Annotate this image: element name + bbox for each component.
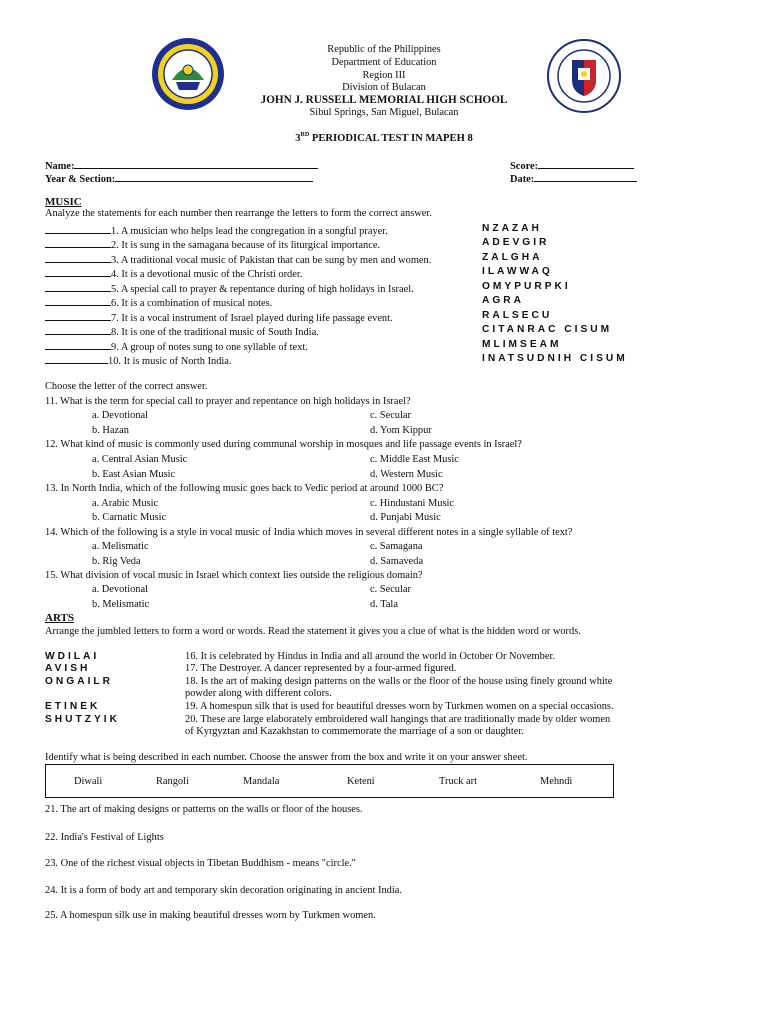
mc-choice-12c[interactable]: c. Middle East Music: [370, 454, 459, 465]
mc-choice-15b[interactable]: b. Melismatic: [92, 599, 150, 610]
music-jumble-2: ADEVGIR: [482, 237, 550, 248]
choices-box: [45, 764, 614, 798]
arts-jumble-20: SHUTZYIK: [45, 714, 120, 725]
arts-item-20-cont: of Kyrgyztan and Kazakhstan to commemorate the marriage of a son or daughter.: [185, 726, 524, 737]
music-jumble-4: ILAWWAQ: [482, 266, 553, 277]
arts-instruction: Arrange the jumbled letters to form a word or words. Read the statement it gives you a clue of what is the hidden word or words.: [45, 626, 581, 637]
name-label: Name:: [45, 161, 75, 172]
mc-choice-12a[interactable]: a. Central Asian Music: [92, 454, 188, 465]
music-jumble-5: OMYPURPKI: [482, 281, 571, 292]
identify-question-21: 21. The art of making designs or patterns on the walls or floor of the houses.: [45, 804, 363, 815]
music-jumble-9: MLIMSEAM: [482, 339, 562, 350]
school-name: JOHN J. RUSSELL MEMORIAL HIGH SCHOOL: [260, 94, 508, 106]
test-title-text: PERIODICAL TEST IN MAPEH 8: [309, 133, 473, 144]
music-item-10[interactable]: 10. It is music of North India.: [45, 353, 232, 368]
header-line-4: Division of Bulacan: [342, 82, 426, 93]
choice-keteni: Keteni: [347, 776, 375, 787]
mc-choice-11b[interactable]: b. Hazan: [92, 425, 129, 436]
mc-choice-14c[interactable]: c. Samagana: [370, 541, 423, 552]
test-title: [0, 133, 768, 145]
arts-item-16: 16. It is celebrated by Hindus in India and all around the world in October Or November.: [185, 651, 555, 662]
arts-heading: ARTS: [45, 612, 74, 624]
test-ordinal: 3: [295, 133, 301, 144]
music-jumble-8: CITANRAC CISUM: [482, 324, 613, 335]
music-item-3[interactable]: 3. A traditional vocal music of Pakistan that can be sung by men and women.: [45, 252, 431, 267]
music-jumble-3: ZALGHA: [482, 252, 543, 263]
mc-choice-11c[interactable]: c. Secular: [370, 410, 411, 421]
mc-choice-13a[interactable]: a. Arabic Music: [92, 498, 159, 509]
date-field[interactable]: [510, 171, 637, 186]
choice-diwali: Diwali: [74, 776, 103, 787]
arts-jumble-19: ETINEK: [45, 701, 101, 712]
mc-question-12: 12. What kind of music is commonly used during communal worship in mosques and life passage events in Israel?: [45, 439, 522, 450]
identify-question-25: 25. A homespun silk use in making beautiful dresses worn by Turkmen women.: [45, 910, 376, 921]
arts-item-20: 20. These are large elaborately embroidered wall hangings that are traditionally made by older women: [185, 714, 611, 725]
mc-instruction: Choose the letter of the correct answer.: [45, 381, 208, 392]
music-heading: MUSIC: [45, 196, 82, 208]
arts-item-17: 17. The Destroyer. A dancer represented by a four-armed figured.: [185, 663, 457, 674]
mc-choice-13c[interactable]: c. Hindustani Music: [370, 498, 454, 509]
mc-question-14: 14. Which of the following is a style in vocal music of India which moves in several different notes in a single syllable of text?: [45, 527, 573, 538]
music-instruction: Analyze the statements for each number then rearrange the letters to form the correct answer.: [45, 208, 432, 219]
music-item-4[interactable]: 4. It is a devotional music of the Christi order.: [45, 266, 302, 281]
identify-question-22: 22. India's Festival of Lights: [45, 832, 164, 843]
music-jumble-7: RALSECU: [482, 310, 553, 321]
mc-choice-14d[interactable]: d. Samaveda: [370, 556, 424, 567]
mc-question-13: 13. In North India, which of the following music goes back to Vedic period at around 1000 BC?: [45, 483, 444, 494]
mc-choice-15a[interactable]: a. Devotional: [92, 584, 148, 595]
identify-instruction: Identify what is being described in each number. Choose the answer from the box and write it on your answer sheet.: [45, 752, 528, 763]
identify-question-24: 24. It is a form of body art and temporary skin decoration originating in ancient India.: [45, 885, 402, 896]
mc-question-15: 15. What division of vocal music in Israel which context lies outside the religious domain?: [45, 570, 423, 581]
date-label: Date:: [510, 174, 535, 185]
mc-question-11: 11. What is the term for special call to prayer and repentance on high holidays in Israel?: [45, 396, 411, 407]
mc-choice-14a[interactable]: a. Melismatic: [92, 541, 149, 552]
music-jumble-10: INATSUDNIH CISUM: [482, 353, 628, 364]
choice-mehndi: Mehndi: [540, 776, 573, 787]
music-item-9[interactable]: 9. A group of notes sung to one syllable of text.: [45, 339, 308, 354]
header-line-1: Republic of the Philippines: [327, 44, 441, 55]
music-item-2[interactable]: 2. It is sung in the samagana because of its liturgical importance.: [45, 237, 380, 252]
header-line-3: Region III: [362, 70, 406, 81]
school-address: Sibul Springs, San Miguel, Bulacan: [309, 107, 459, 118]
mc-choice-12b[interactable]: b. East Asian Music: [92, 469, 176, 480]
music-item-1[interactable]: 1. A musician who helps lead the congregation in a songful prayer.: [45, 223, 388, 238]
identify-question-23: 23. One of the richest visual objects in Tibetan Buddhism - means "circle.": [45, 858, 356, 869]
music-item-5[interactable]: 5. A special call to prayer & repentance during of high holidays in Israel.: [45, 281, 414, 296]
mc-choice-14b[interactable]: b. Rig Veda: [92, 556, 141, 567]
year-section-label: Year & Section:: [45, 174, 116, 185]
score-label: Score:: [510, 161, 539, 172]
mc-choice-13d[interactable]: d. Punjabi Music: [370, 512, 441, 523]
mc-choice-11a[interactable]: a. Devotional: [92, 410, 148, 421]
choice-rangoli: Rangoli: [156, 776, 189, 787]
mc-choice-12d[interactable]: d. Western Music: [370, 469, 443, 480]
mc-choice-15d[interactable]: d. Tala: [370, 599, 398, 610]
arts-jumble-18: ONGAILR: [45, 676, 113, 687]
music-item-8[interactable]: 8. It is one of the traditional music of South India.: [45, 324, 319, 339]
arts-item-19: 19. A homespun silk that is used for beautiful dresses worn by Turkmen women on a special occasions.: [185, 701, 614, 712]
music-item-7[interactable]: 7. It is a vocal instrument of Israel played during life passage event.: [45, 310, 393, 325]
choice-truck-art: Truck art: [439, 776, 478, 787]
arts-jumble-17: AVISH: [45, 663, 91, 674]
arts-item-18-cont: powder along with different colors.: [185, 688, 332, 699]
header-line-2: Department of Education: [331, 57, 437, 68]
music-jumble-6: AGRA: [482, 295, 524, 306]
choice-mandala: Mandala: [243, 776, 280, 787]
mc-choice-15c[interactable]: c. Secular: [370, 584, 411, 595]
arts-item-18: 18. Is the art of making design patterns on the walls or the floor of the house using finely ground white: [185, 676, 613, 687]
year-section-field[interactable]: [45, 171, 313, 186]
music-item-6[interactable]: 6. It is a combination of musical notes.: [45, 295, 272, 310]
mc-choice-13b[interactable]: b. Carnatic Music: [92, 512, 167, 523]
music-jumble-1: NZAZAH: [482, 223, 542, 234]
mc-choice-11d[interactable]: d. Yom Kippur: [370, 425, 432, 436]
arts-jumble-16: WDILAI: [45, 651, 100, 662]
test-ordinal-suffix: RD: [300, 132, 310, 138]
